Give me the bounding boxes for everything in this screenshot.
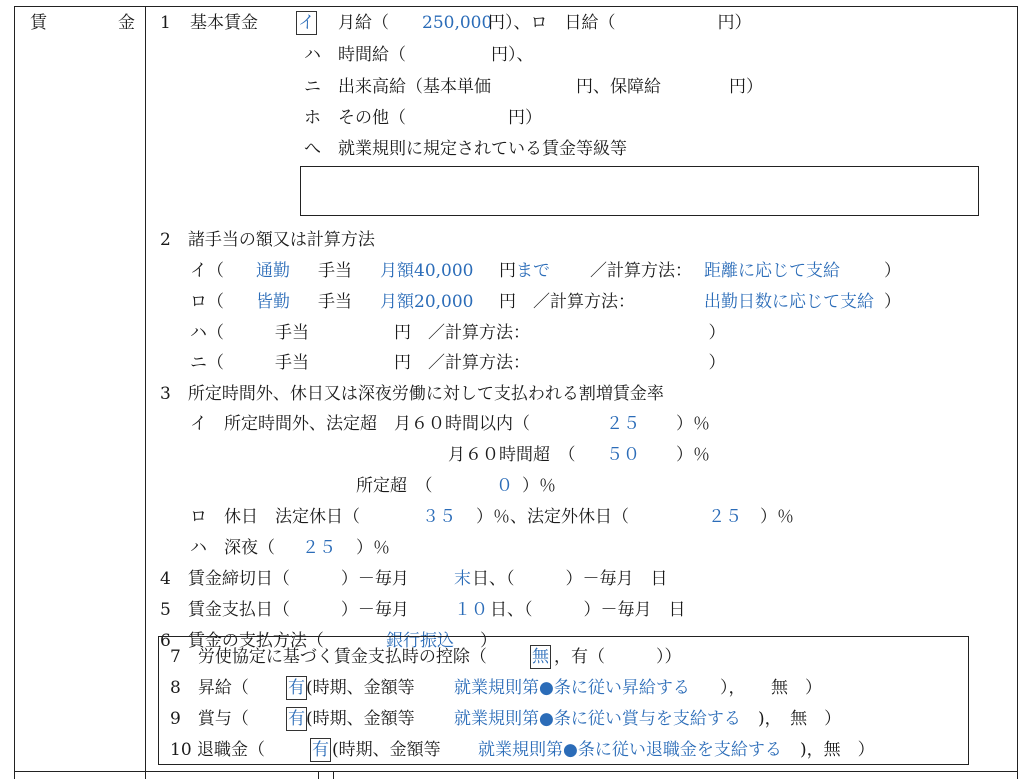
monthly-pay-amount: 250,000 [422, 13, 493, 33]
allowance-1-label: 手当 [318, 261, 352, 281]
bottom-row-divider [14, 771, 1018, 772]
section-1-number: 1 [160, 13, 171, 33]
bonus-timing-value: 就業規則第●条に従い賞与を支給する [454, 709, 741, 729]
allowance-2-name: 皆勤 [256, 292, 290, 312]
raise-timing-label: (時期、金額等 [306, 678, 415, 698]
hourly-pay-field: ハ 時間給（ 円）、 [304, 45, 534, 65]
night-work-rate: ２５ [302, 538, 336, 558]
monthly-pay-label: 月給（ [338, 13, 389, 33]
raise-label: 8 昇給（ [170, 678, 249, 698]
retirement-timing-value: 就業規則第●条に従い退職金を支給する [478, 740, 782, 760]
wage-grade-input-box[interactable] [300, 166, 979, 216]
retirement-label: 10 退職金（ [170, 740, 266, 760]
bonus-timing-label: (時期、金額等 [306, 709, 415, 729]
wage-cutoff-other: 日、（ ）－毎月 日 [472, 569, 668, 589]
section-3-title: 3 所定時間外、休日又は深夜労働に対して支払われる割増賃金率 [160, 384, 664, 404]
holiday-label: ロ 休日 法定休日（ [190, 507, 360, 527]
monthly-pay-checkbox[interactable]: イ [298, 13, 315, 33]
bonus-none-option: )， 無 ） [758, 709, 842, 729]
allowance-1-name: 通勤 [256, 261, 290, 281]
deduction-label: 7 労使協定に基づく賃金支払時の控除（ [170, 647, 487, 667]
bottom-row-checkbox-stub-right [333, 771, 334, 779]
bottom-row-checkbox-stub [318, 771, 319, 779]
legal-holiday-rate: ３５ [422, 507, 456, 527]
bonus-yes-checkbox[interactable]: 有 [288, 709, 305, 729]
allowance-row-3: ハ（ 手当 円 ／計算方法： ） [190, 323, 726, 343]
raise-timing-value: 就業規則第●条に従い昇給する [454, 678, 690, 698]
allowance-2-prefix: ロ（ [190, 292, 224, 312]
allowance-1-unit: 円 [499, 261, 516, 281]
allowance-2-method-label: 円 ／計算方法： [499, 292, 635, 312]
table-right-border [1017, 6, 1018, 779]
retirement-timing-label: (時期、金額等 [332, 740, 441, 760]
other-pay-field: ホ その他（ 円） [304, 108, 542, 128]
night-work-unit: ）％ [356, 538, 390, 558]
non-legal-holiday-rate: ２５ [708, 507, 742, 527]
allowance-1-method-label: ／計算方法： [590, 261, 692, 281]
column-divider [145, 6, 146, 779]
table-top-border [14, 6, 1018, 7]
scheduled-overtime-label: 所定超 （ [356, 476, 433, 496]
wage-cutoff-day: 末 [454, 569, 471, 589]
scheduled-overtime-rate: ０ [496, 476, 513, 496]
table-left-border [14, 6, 15, 779]
piece-rate-field: ニ 出来高給（基本単価 円、保障給 円） [304, 77, 763, 97]
deduction-none-checkbox[interactable]: 無 [532, 647, 549, 667]
scheduled-overtime-unit: ）％ [522, 476, 556, 496]
allowance-2-label: 手当 [318, 292, 352, 312]
non-legal-holiday-unit: ）％ [760, 507, 794, 527]
allowance-1-close: ） [884, 261, 901, 281]
overtime-60h-within-rate: ２５ [606, 414, 640, 434]
allowance-2-method: 出勤日数に応じて支給 [704, 292, 874, 312]
section-1-title: 基本賃金 [190, 13, 258, 33]
non-legal-holiday-label: ）％、法定外休日（ [476, 507, 629, 527]
wage-payday-other: 日、（ ）－毎月 日 [490, 600, 686, 620]
wage-cutoff-label: 4 賃金締切日（ ）－毎月 [160, 569, 409, 589]
wage-grade-label: へ 就業規則に規定されている賃金等級等 [304, 139, 627, 159]
raise-none-option: ）， 無 ） [720, 678, 822, 698]
raise-yes-checkbox[interactable]: 有 [288, 678, 305, 698]
allowance-1-limit: まで [516, 261, 550, 281]
payment-method-value: 銀行振込 [386, 631, 454, 651]
overtime-60h-within-unit: ）％ [676, 414, 710, 434]
row-label-char-2: 金 [118, 13, 135, 33]
overtime-60h-within-label: イ 所定時間外、法定超 月６０時間以内（ [190, 414, 530, 434]
allowance-2-close: ） [884, 292, 901, 312]
section-2-title: 2 諸手当の額又は計算方法 [160, 230, 375, 250]
retirement-none-option: )，無 ） [800, 740, 875, 760]
overtime-60h-over-unit: ）％ [676, 445, 710, 465]
row-label-char-1: 賃 [30, 13, 47, 33]
payment-method-label: 6 賃金の支払方法（ [160, 631, 324, 651]
wage-payday-label: 5 賃金支払日（ ）－毎月 [160, 600, 409, 620]
overtime-60h-over-rate: ５０ [606, 445, 640, 465]
retirement-yes-checkbox[interactable]: 有 [312, 740, 329, 760]
bonus-label: 9 賞与（ [170, 709, 249, 729]
overtime-60h-over-label: 月６０時間超 （ [448, 445, 576, 465]
allowance-2-amount: 月額20,000 [380, 292, 474, 312]
payment-method-close: ） [480, 631, 497, 651]
deduction-yes-field: ，有（ ）） [554, 647, 682, 667]
allowance-1-method: 距離に応じて支給 [704, 261, 840, 281]
allowance-1-amount: 月額40,000 [380, 261, 474, 281]
allowance-1-prefix: イ（ [190, 261, 224, 281]
night-work-label: ハ 深夜（ [190, 538, 275, 558]
wage-payday-day: １０ [454, 600, 488, 620]
allowance-row-4: ニ（ 手当 円 ／計算方法： ） [190, 353, 726, 373]
daily-pay-field: 円）、ロ 日給（ 円） [488, 13, 752, 33]
